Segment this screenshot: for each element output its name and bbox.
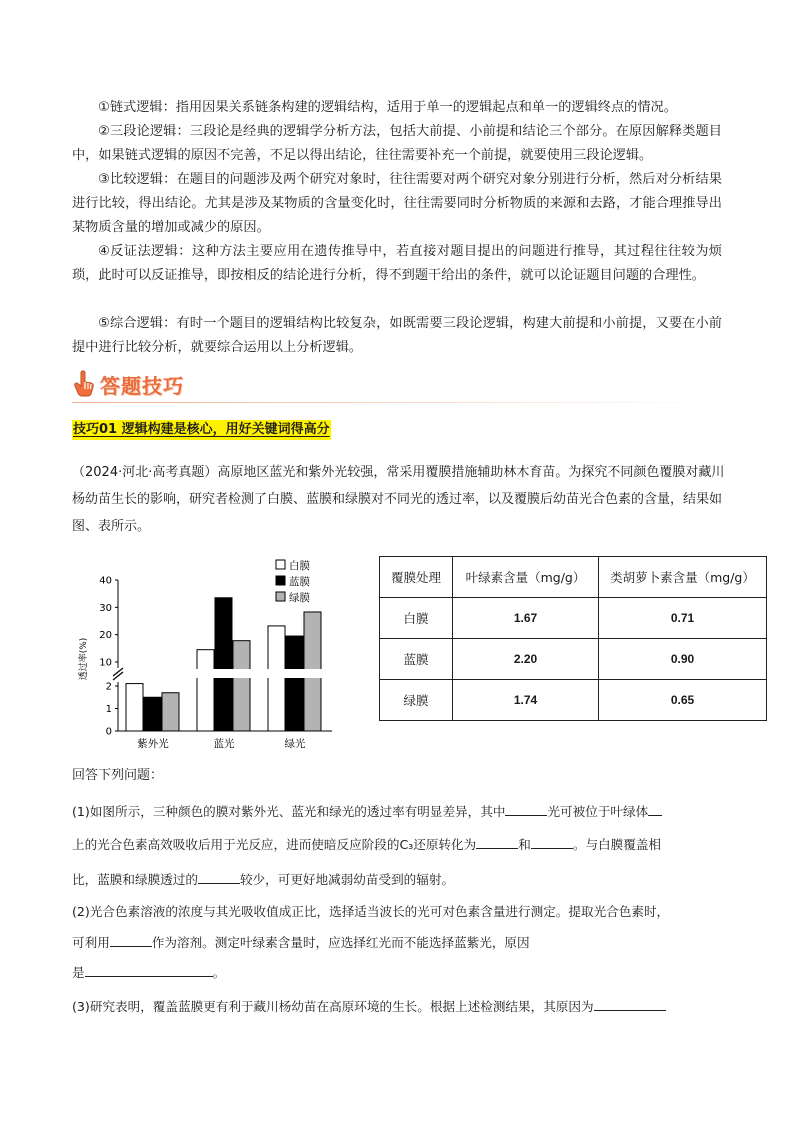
bar-绿膜 bbox=[162, 693, 179, 731]
question-text: 光可被位于叶绿体 bbox=[547, 804, 649, 819]
bar-白膜 bbox=[126, 684, 143, 731]
section-heading-text: 答题技巧 bbox=[100, 373, 184, 398]
table-cell: 0.71 bbox=[599, 598, 767, 639]
question-text: (2)光合色素溶液的浓度与其光吸收值成正比，选择适当波长的光可对色素含量进行测定。提取光合色素时， bbox=[72, 904, 670, 919]
question-text: (3)研究表明，覆盖蓝膜更有利于藏川杨幼苗在高原环境的生长。根据上述检测结果，其原因为 bbox=[72, 999, 594, 1014]
table-cell: 白膜 bbox=[380, 598, 453, 639]
y-tick-label: 10 bbox=[99, 657, 112, 669]
question-2-line-2 bbox=[72, 932, 728, 953]
x-tick-label: 紫外光 bbox=[137, 738, 169, 750]
question-1-line-3 bbox=[72, 869, 728, 890]
axis-break-mark bbox=[113, 668, 123, 676]
table-cell: 1.67 bbox=[453, 598, 599, 639]
bar-绿膜 bbox=[233, 641, 250, 731]
chart-bars bbox=[125, 598, 322, 731]
table-row bbox=[380, 680, 767, 721]
y-tick-label: 1 bbox=[105, 704, 112, 715]
section-heading bbox=[72, 368, 184, 400]
answer-blank[interactable] bbox=[85, 962, 213, 977]
table-row bbox=[380, 639, 767, 680]
y-tick-label: 2 bbox=[105, 681, 112, 693]
bar-蓝膜 bbox=[215, 598, 232, 731]
answer-blank[interactable] bbox=[476, 834, 518, 849]
pointing-hand-icon bbox=[72, 370, 96, 398]
bar-白膜 bbox=[268, 626, 285, 731]
bar-蓝膜 bbox=[286, 636, 303, 731]
question-text: 。与白膜覆盖相 bbox=[572, 837, 661, 852]
table-cell: 蓝膜 bbox=[380, 639, 453, 680]
question-text: 可利用 bbox=[72, 935, 110, 950]
y-tick-label: 20 bbox=[99, 630, 112, 642]
table-cell: 2.20 bbox=[453, 639, 599, 680]
paragraph-chain-logic: ①链式逻辑：指用因果关系链条构建的逻辑结构，适用于单一的逻辑起点和单一的逻辑终点的情况。 bbox=[98, 100, 677, 115]
question-text: 是 bbox=[72, 965, 85, 980]
question-3-line-1 bbox=[72, 996, 728, 1017]
table-header-cell: 叶绿素含量（mg/g） bbox=[453, 557, 599, 598]
question-2-line-3 bbox=[72, 962, 728, 983]
tip-title: 技巧01 逻辑构建是核心，用好关键词得高分 bbox=[72, 420, 331, 440]
y-tick-label: 0 bbox=[105, 726, 112, 738]
answer-blank[interactable] bbox=[505, 801, 547, 816]
bar-蓝膜 bbox=[144, 697, 161, 731]
bar-白膜 bbox=[197, 650, 214, 731]
question-text: 上的光合色素高效吸收后用于光反应，进而使暗反应阶段的C₃还原转化为 bbox=[72, 837, 477, 852]
transmittance-bar-chart bbox=[70, 556, 338, 756]
table-header-cell: 类胡萝卜素含量（mg/g） bbox=[599, 557, 767, 598]
question-text: 作为溶剂。测定叶绿素含量时，应选择红光而不能选择蓝紫光，原因 bbox=[151, 935, 530, 950]
answer-blank[interactable] bbox=[648, 801, 662, 816]
legend-label: 白膜 bbox=[289, 560, 310, 572]
heading-divider bbox=[72, 402, 722, 403]
x-tick-label: 绿光 bbox=[284, 738, 306, 750]
legend-swatch bbox=[276, 576, 285, 585]
problem-intro: （2024·河北·高考真题）高原地区蓝光和紫外光较强，常采用覆膜措施辅助林木育苗。为探究不同颜色覆膜对藏川杨幼苗生长的影响，研究者检测了白膜、蓝膜和绿膜对不同光的透过率，以及覆膜后幼苗光合色素的含量，结果如图、表所示。 bbox=[72, 465, 725, 534]
question-text: (1)如图所示，三种颜色的膜对紫外光、蓝光和绿光的透过率有明显差异，其中 bbox=[72, 804, 506, 819]
question-2-line-1 bbox=[72, 902, 728, 922]
question-text: 。 bbox=[212, 965, 226, 980]
paragraph-syllogism-logic: ②三段论逻辑：三段论是经典的逻辑学分析方法，包括大前提、小前提和结论三个部分。在原因解释类题目中，如果链式逻辑的原因不完善，不足以得出结论，往往需要补充一个前提，就要使用三段论逻辑。 bbox=[72, 124, 722, 163]
y-axis-label: 透过率(%) bbox=[79, 637, 89, 681]
x-tick-label: 蓝光 bbox=[213, 738, 235, 750]
chart-legend bbox=[276, 559, 310, 604]
paragraph-reductio-logic: ④反证法逻辑：这种方法主要应用在遗传推导中，若直接对题目提出的问题进行推导，其过程往往较为烦琐，此时可以反证推导，即按相反的结论进行分析，得不到题干给出的条件，就可以论证题目问题的合理性。 bbox=[72, 244, 722, 283]
question-text: 比，蓝膜和绿膜透过的 bbox=[72, 872, 198, 887]
paragraph-comparison-logic: ③比较逻辑：在题目的问题涉及两个研究对象时，往往需要对两个研究对象分别进行分析，然后对分析结果进行比较，得出结论。尤其是涉及某物质的含量变化时，往往需要同时分析物质的来源和去路，才能合理推导出某物质含量的增加或减少的原因。 bbox=[72, 172, 722, 235]
answer-intro: 回答下列问题： bbox=[72, 768, 164, 783]
y-tick-label: 30 bbox=[99, 602, 112, 614]
legend-swatch bbox=[276, 592, 285, 601]
table-cell: 绿膜 bbox=[380, 680, 453, 721]
question-text: 和 bbox=[518, 837, 531, 852]
table-header-row bbox=[380, 557, 767, 598]
bar-break-gap bbox=[196, 669, 251, 678]
legend-swatch bbox=[276, 560, 285, 569]
bar-break-gap bbox=[125, 669, 180, 678]
table-row bbox=[380, 598, 767, 639]
question-text: 较少，可更好地减弱幼苗受到的辐射。 bbox=[239, 872, 455, 887]
y-tick-label: 40 bbox=[99, 575, 112, 587]
paragraph-composite-logic: ⑤综合逻辑：有时一个题目的逻辑结构比较复杂，如既需要三段论逻辑，构建大前提和小前提，又要在小前提中进行比较分析，就要综合运用以上分析逻辑。 bbox=[72, 316, 722, 355]
answer-blank[interactable] bbox=[594, 996, 666, 1011]
table-cell: 0.65 bbox=[599, 680, 767, 721]
table-cell: 0.90 bbox=[599, 639, 767, 680]
bar-break-gap bbox=[267, 669, 322, 678]
axis-break-mark bbox=[113, 672, 123, 680]
legend-label: 绿膜 bbox=[289, 592, 310, 604]
answer-blank[interactable] bbox=[110, 932, 152, 947]
legend-label: 蓝膜 bbox=[289, 576, 310, 588]
question-1-line-2 bbox=[72, 834, 728, 855]
table-cell: 1.74 bbox=[453, 680, 599, 721]
answer-blank[interactable] bbox=[198, 869, 240, 884]
pigment-content-table bbox=[379, 556, 767, 721]
answer-blank[interactable] bbox=[531, 834, 573, 849]
question-1-line-1 bbox=[72, 801, 728, 822]
table-header-cell: 覆膜处理 bbox=[380, 557, 453, 598]
